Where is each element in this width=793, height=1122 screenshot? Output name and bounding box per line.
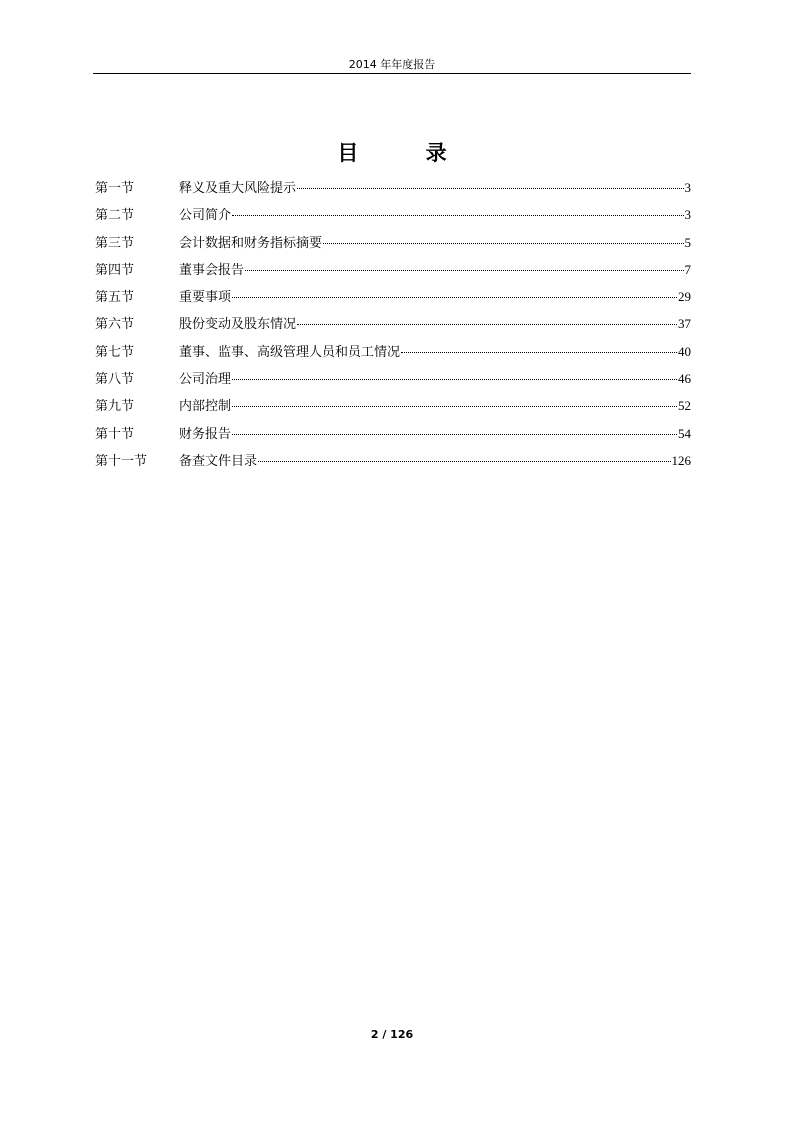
toc-section-number: 第六节 — [95, 317, 135, 333]
toc-page-number: 54 — [678, 425, 691, 441]
toc-section-number: 第九节 — [95, 399, 135, 415]
header-divider — [93, 73, 691, 74]
toc-page-number: 29 — [678, 289, 691, 305]
toc-section-number: 第二节 — [95, 208, 135, 224]
dot-leader — [245, 270, 683, 271]
toc-entry[interactable] — [95, 314, 691, 341]
dot-leader — [232, 406, 677, 407]
toc-section-title: 备查文件目录 — [179, 453, 258, 469]
toc-section-number: 第五节 — [95, 290, 135, 306]
toc-page-number: 3 — [684, 207, 691, 223]
toc-page-number: 126 — [671, 452, 691, 468]
dot-leader — [258, 461, 670, 462]
table-of-contents — [95, 178, 691, 478]
toc-section-title: 董事会报告 — [179, 262, 245, 278]
toc-section-title: 会计数据和财务指标摘要 — [179, 235, 323, 251]
toc-section-title: 财务报告 — [179, 426, 232, 442]
toc-entry[interactable] — [95, 369, 691, 396]
dot-leader — [297, 188, 683, 189]
toc-entry[interactable] — [95, 233, 691, 260]
toc-entry[interactable] — [95, 342, 691, 369]
toc-section-title: 公司治理 — [179, 372, 232, 388]
toc-section-title: 股份变动及股东情况 — [179, 317, 297, 333]
dot-leader — [232, 434, 677, 435]
toc-section-title: 重要事项 — [179, 290, 232, 306]
toc-section-number: 第十节 — [95, 426, 135, 442]
toc-section-number: 第三节 — [95, 235, 135, 251]
toc-entry[interactable] — [95, 424, 691, 451]
toc-title: 目 录 — [337, 141, 477, 165]
toc-section-number: 第四节 — [95, 262, 135, 278]
toc-entry[interactable] — [95, 396, 691, 423]
toc-page-number: 52 — [678, 398, 691, 414]
toc-section-title: 内部控制 — [179, 399, 232, 415]
toc-entry[interactable] — [95, 287, 691, 314]
dot-leader — [323, 243, 683, 244]
toc-entry[interactable] — [95, 178, 691, 205]
dot-leader — [232, 379, 677, 380]
toc-page-number: 3 — [684, 180, 691, 195]
toc-entry[interactable] — [95, 451, 691, 478]
dot-leader — [401, 352, 677, 353]
toc-page-number: 46 — [678, 371, 691, 387]
dot-leader — [232, 215, 683, 216]
toc-section-title: 公司简介 — [179, 208, 232, 224]
toc-entry[interactable] — [95, 205, 691, 232]
toc-page-number: 37 — [678, 316, 691, 332]
dot-leader — [232, 297, 677, 298]
toc-entry[interactable] — [95, 260, 691, 287]
toc-section-number: 第一节 — [95, 181, 135, 196]
toc-section-number: 第八节 — [95, 372, 135, 388]
toc-page-number: 5 — [684, 234, 691, 250]
toc-section-number: 第十一节 — [95, 453, 148, 469]
running-header: 2014 年年度报告 — [348, 58, 436, 71]
toc-section-number: 第七节 — [95, 344, 135, 360]
toc-page-number: 40 — [678, 343, 691, 359]
page-number: 2 / 126 — [370, 1028, 414, 1041]
toc-section-title: 释义及重大风险提示 — [179, 181, 297, 196]
toc-section-title: 董事、监事、高级管理人员和员工情况 — [179, 344, 401, 360]
dot-leader — [297, 324, 677, 325]
toc-page-number: 7 — [684, 261, 691, 277]
